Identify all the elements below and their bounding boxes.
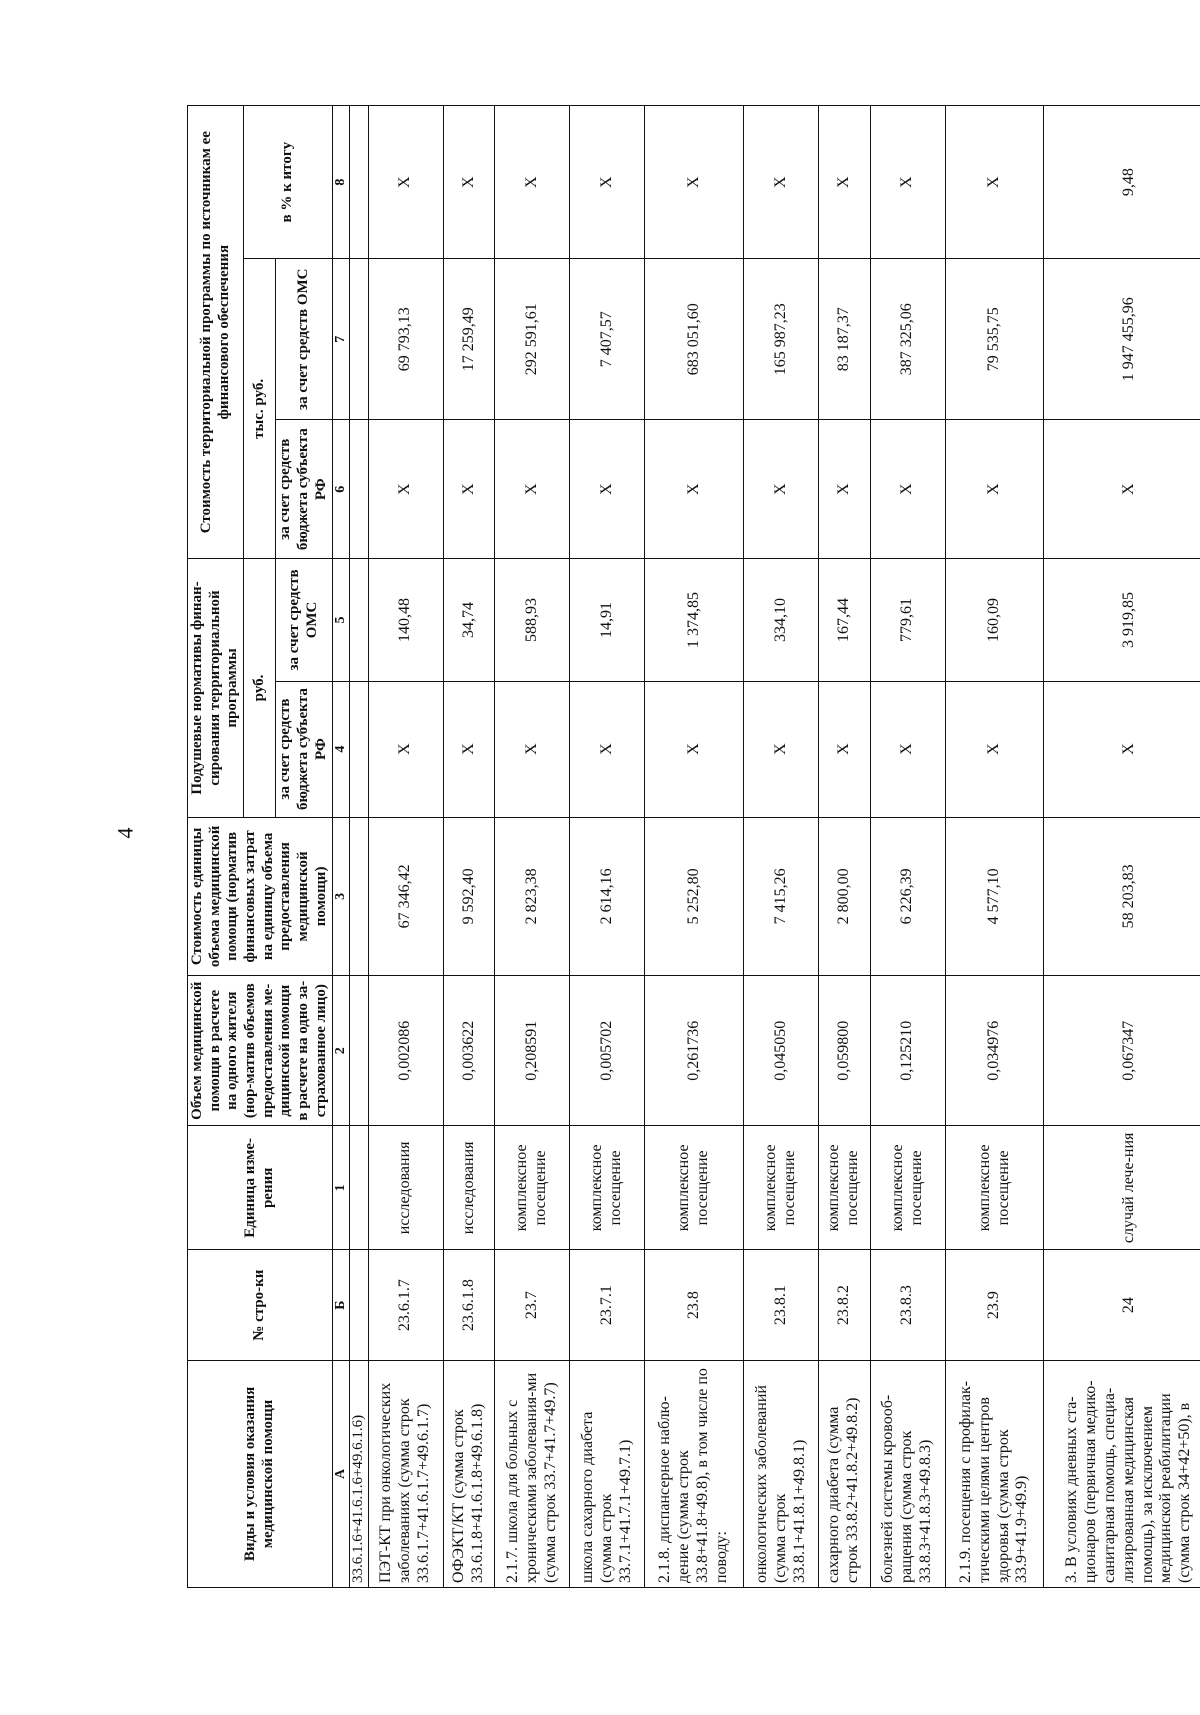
cell-c5: 167,44 (819, 559, 870, 681)
cell-c6: Х (819, 420, 870, 559)
fragment-cell: 33.6.1.6+41.6.1.6+49.6.1.6) (350, 1360, 369, 1587)
cell-unit: комплексное посещение (495, 1126, 570, 1250)
cell-name: 2.1.7. школа для больных с хроническими заболевания-ми (сумма строк 33.7+41.7+49.7) (495, 1360, 570, 1587)
table-row (570, 106, 645, 1588)
cell-volume: 0,002086 (368, 976, 443, 1126)
cell-c7: 165 987,23 (744, 259, 819, 420)
header-unit: Единица изме-рения (188, 1126, 333, 1250)
cell-c5: 140,48 (368, 559, 443, 681)
cell-volume: 0,208591 (495, 976, 570, 1126)
cell-c4: Х (645, 681, 744, 817)
table-row (945, 106, 1044, 1588)
header-volume: Объем медицинской помощи в расчете на одного жителя (нор-матив объемов предоставления ме-дицинской помощи в расчете на одно за-страхованное лицо) (188, 976, 333, 1126)
cell-c4: Х (368, 681, 443, 817)
cell-name: 2.1.9. посещения с профилак-тическими целями центров здоровья (сумма строк 33.9+41.9+49.9) (945, 1360, 1044, 1587)
cell-unit: комплексное посещение (570, 1126, 645, 1250)
cell-cost: 58 203,83 (1044, 817, 1200, 976)
cell-volume: 0,125210 (870, 976, 945, 1126)
column-number: 1 (332, 1126, 350, 1250)
cell-cost: 67 346,42 (368, 817, 443, 976)
cell-name: ОФЭКТ/КТ (сумма строк 33.6.1.8+41.6.1.8+49.6.1.8) (443, 1360, 494, 1587)
header-types: Виды и условия оказания медицинской помощи (188, 1360, 333, 1587)
cell-name: болезней системы кровооб-ращения (сумма строк 33.8.3+41.8.3+49.8.3) (870, 1360, 945, 1587)
header-group-total: Стоимость территориальной программы по источникам ее финансового обеспечения (188, 106, 244, 559)
cell-no: 23.7.1 (570, 1250, 645, 1360)
table-row (744, 106, 819, 1588)
header-c8: в % к итогу (244, 106, 332, 259)
cell-volume: 0,003622 (443, 976, 494, 1126)
cell-c5: 14,91 (570, 559, 645, 681)
cell-c8: Х (443, 106, 494, 259)
table-row (819, 106, 870, 1588)
cell-c6: Х (570, 420, 645, 559)
cell-c8: Х (819, 106, 870, 259)
cell-c8: Х (870, 106, 945, 259)
cell-c4: Х (1044, 681, 1200, 817)
cell-c4: Х (870, 681, 945, 817)
financing-table (187, 105, 1200, 1588)
header-group-norms: Подушевые нормативы финан-сирования территориальной программы (188, 559, 244, 817)
cell-c6: Х (368, 420, 443, 559)
cell-c8: Х (495, 106, 570, 259)
cell-c5: 779,61 (870, 559, 945, 681)
cell-c4: Х (945, 681, 1044, 817)
table-row (1044, 106, 1200, 1588)
cell-no: 23.8 (645, 1250, 744, 1360)
cell-c7: 79 535,75 (945, 259, 1044, 420)
column-number: 3 (332, 817, 350, 976)
cell-name: 2.1.8. диспансерное наблю-дение (сумма строк 33.8+41.8+49.8), в том числе по поводу: (645, 1360, 744, 1587)
cell-c4: Х (570, 681, 645, 817)
column-number: 8 (332, 106, 350, 259)
cell-cost: 4 577,10 (945, 817, 1044, 976)
cell-c5: 588,93 (495, 559, 570, 681)
header-c5: за счет средств ОМС (276, 559, 332, 681)
header-row-no: № стро-ки (188, 1250, 333, 1360)
cell-no: 23.6.1.7 (368, 1250, 443, 1360)
cell-c6: Х (443, 420, 494, 559)
cell-c7: 387 325,06 (870, 259, 945, 420)
cell-c5: 160,09 (945, 559, 1044, 681)
cell-c5: 334,10 (744, 559, 819, 681)
cell-no: 24 (1044, 1250, 1200, 1360)
table-row (350, 106, 369, 1588)
column-number: 5 (332, 559, 350, 681)
cell-c5: 3 919,85 (1044, 559, 1200, 681)
cell-unit: комплексное посещение (744, 1126, 819, 1250)
cell-no: 23.8.3 (870, 1250, 945, 1360)
cell-unit: комплексное посещение (945, 1126, 1044, 1250)
cell-no: 23.9 (945, 1250, 1044, 1360)
cell-c7: 292 591,61 (495, 259, 570, 420)
cell-c6: Х (1044, 420, 1200, 559)
cell-unit: случай лече-ния (1044, 1126, 1200, 1250)
cell-volume: 0,005702 (570, 976, 645, 1126)
cell-c8: Х (368, 106, 443, 259)
cell-unit: исследования (443, 1126, 494, 1250)
header-cost: Стоимость единицы объема медицинской помощи (норматив финансовых затрат на единицу объема предоставления медицинской помощи) (188, 817, 333, 976)
cell-c6: Х (870, 420, 945, 559)
cell-volume: 0,059800 (819, 976, 870, 1126)
cell-c4: Х (495, 681, 570, 817)
cell-c4: Х (819, 681, 870, 817)
cell-volume: 0,045050 (744, 976, 819, 1126)
cell-unit: исследования (368, 1126, 443, 1250)
cell-c8: Х (570, 106, 645, 259)
cell-cost: 5 252,80 (645, 817, 744, 976)
column-number: А (332, 1360, 350, 1587)
cell-c5: 1 374,85 (645, 559, 744, 681)
header-norms-unit: руб. (244, 559, 276, 817)
cell-c6: Х (495, 420, 570, 559)
cell-c8: 9,48 (1044, 106, 1200, 259)
cell-cost: 2 800,00 (819, 817, 870, 976)
cell-unit: комплексное посещение (645, 1126, 744, 1250)
cell-c7: 17 259,49 (443, 259, 494, 420)
page-number: 4 (112, 827, 138, 839)
table-row (645, 106, 744, 1588)
column-number: 2 (332, 976, 350, 1126)
cell-name: сахарного диабета (сумма строк 33.8.2+41.8.2+49.8.2) (819, 1360, 870, 1587)
cell-cost: 6 226,39 (870, 817, 945, 976)
cell-name: школа сахарного диабета (сумма строк 33.7.1+41.7.1+49.7.1) (570, 1360, 645, 1587)
header-total-unit: тыс. руб. (244, 259, 276, 559)
cell-volume: 0,261736 (645, 976, 744, 1126)
cell-c8: Х (645, 106, 744, 259)
cell-cost: 7 415,26 (744, 817, 819, 976)
cell-no: 23.8.2 (819, 1250, 870, 1360)
cell-cost: 9 592,40 (443, 817, 494, 976)
cell-name: ПЭТ-КТ при онкологических заболеваниях (сумма строк 33.6.1.7+41.6.1.7+49.6.1.7) (368, 1360, 443, 1587)
cell-volume: 0,034976 (945, 976, 1044, 1126)
cell-c7: 7 407,57 (570, 259, 645, 420)
cell-unit: комплексное посещение (870, 1126, 945, 1250)
cell-c5: 34,74 (443, 559, 494, 681)
cell-no: 23.7 (495, 1250, 570, 1360)
rotated-table-container (187, 105, 1200, 1588)
table-row (495, 106, 570, 1588)
table-row (443, 106, 494, 1588)
cell-no: 23.8.1 (744, 1250, 819, 1360)
cell-c8: Х (744, 106, 819, 259)
cell-c7: 683 051,60 (645, 259, 744, 420)
column-number: 7 (332, 259, 350, 420)
cell-volume: 0,067347 (1044, 976, 1200, 1126)
header-c7: за счет средств ОМС (276, 259, 332, 420)
cell-name: онкологических заболеваний (сумма строк 33.8.1+41.8.1+49.8.1) (744, 1360, 819, 1587)
cell-c6: Х (945, 420, 1044, 559)
column-number: 6 (332, 420, 350, 559)
cell-c7: 69 793,13 (368, 259, 443, 420)
table-row (870, 106, 945, 1588)
cell-c8: Х (945, 106, 1044, 259)
cell-c4: Х (443, 681, 494, 817)
column-number: 4 (332, 681, 350, 817)
cell-c6: Х (645, 420, 744, 559)
header-c4: за счет средств бюджета субъекта РФ (276, 681, 332, 817)
table-row (368, 106, 443, 1588)
cell-c7: 83 187,37 (819, 259, 870, 420)
cell-no: 23.6.1.8 (443, 1250, 494, 1360)
cell-cost: 2 614,16 (570, 817, 645, 976)
cell-c7: 1 947 455,96 (1044, 259, 1200, 420)
cell-unit: комплексное посещение (819, 1126, 870, 1250)
column-number: Б (332, 1250, 350, 1360)
cell-cost: 2 823,38 (495, 817, 570, 976)
header-c6: за счет средств бюджета субъекта РФ (276, 420, 332, 559)
cell-name: 3. В условиях дневных ста-ционаров (первичная медико-санитарная помощь, специа-лизированная медицинская помощь), за исключением медицинской реабилитации (сумма строк 34+42+50), в (1044, 1360, 1200, 1587)
cell-c6: Х (744, 420, 819, 559)
cell-c4: Х (744, 681, 819, 817)
